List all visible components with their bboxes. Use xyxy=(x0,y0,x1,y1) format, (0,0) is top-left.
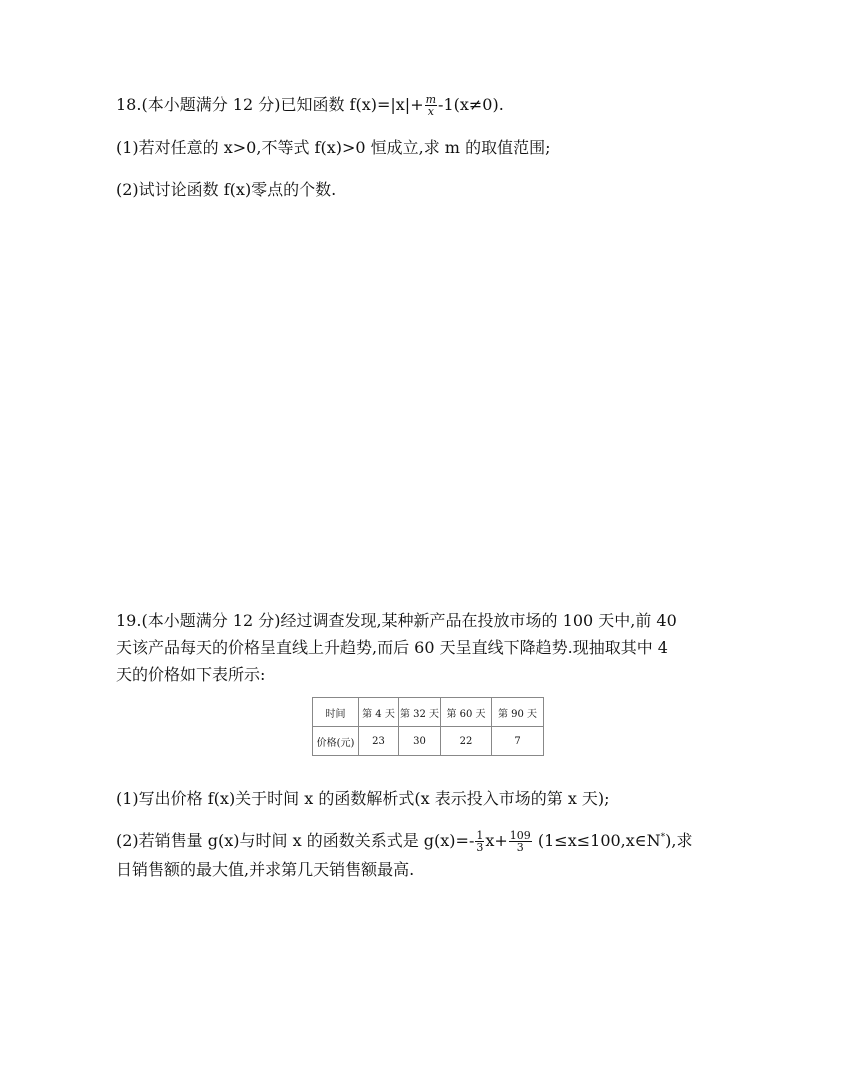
fraction-numerator: 1 xyxy=(476,829,484,842)
q19-line1: 19.(本小题满分 12 分)经过调查发现,某种新产品在投放市场的 100 天中,前 40 xyxy=(116,611,677,630)
table-header-cell: 第 60 天 xyxy=(441,698,492,727)
q18-heading-tail: -1(x≠0). xyxy=(438,95,504,114)
q19-part2-text: (1≤x≤100,x∈N xyxy=(532,831,661,850)
table-row xyxy=(313,727,544,756)
table-header-cell: 第 90 天 xyxy=(492,698,544,727)
q18-fraction-denominator: x xyxy=(427,105,434,118)
fraction-numerator: 109 xyxy=(509,829,531,842)
table-header-cell: 时间 xyxy=(313,698,359,727)
table-row xyxy=(313,698,544,727)
superscript-star: * xyxy=(660,832,666,843)
table-header-cell: 第 32 天 xyxy=(399,698,441,727)
q19-part2-text: x+ xyxy=(485,831,508,850)
q19-fraction-one-third xyxy=(475,830,484,853)
table-header-cell: 第 4 天 xyxy=(359,698,399,727)
table-cell: 22 xyxy=(441,727,492,756)
table-cell: 23 xyxy=(359,727,399,756)
q18-fraction xyxy=(425,94,437,117)
q18-fraction-numerator: m xyxy=(425,93,437,106)
table-cell: 7 xyxy=(492,727,544,756)
q18-part1: (1)若对任意的 x>0,不等式 f(x)>0 恒成立,求 m 的取值范围; xyxy=(116,138,551,157)
q18-heading-text: 18.(本小题满分 12 分)已知函数 f(x)=|x|+ xyxy=(116,95,424,114)
q19-line3: 天的价格如下表所示: xyxy=(116,665,266,684)
price-table xyxy=(312,697,544,756)
q19-fraction-109-thirds xyxy=(509,830,532,853)
fraction-denominator: 3 xyxy=(476,841,484,854)
q19-line2: 天该产品每天的价格呈直线上升趋势,而后 60 天呈直线下降趋势.现抽取其中 4 xyxy=(116,638,668,657)
table-cell: 30 xyxy=(399,727,441,756)
q19-part2-text: ),求 xyxy=(665,831,693,850)
q19-part2 xyxy=(116,830,692,853)
q19-part2-text: (2)若销售量 g(x)与时间 x 的函数关系式是 g(x)=- xyxy=(116,831,475,850)
table-cell: 价格(元) xyxy=(313,727,359,756)
q18-part2: (2)试讨论函数 f(x)零点的个数. xyxy=(116,180,337,199)
q19-part2-line2: 日销售额的最大值,并求第几天销售额最高. xyxy=(116,860,415,879)
fraction-denominator: 3 xyxy=(516,841,524,854)
q19-part1: (1)写出价格 f(x)关于时间 x 的函数解析式(x 表示投入市场的第 x 天); xyxy=(116,789,610,808)
q18-heading xyxy=(116,94,504,117)
